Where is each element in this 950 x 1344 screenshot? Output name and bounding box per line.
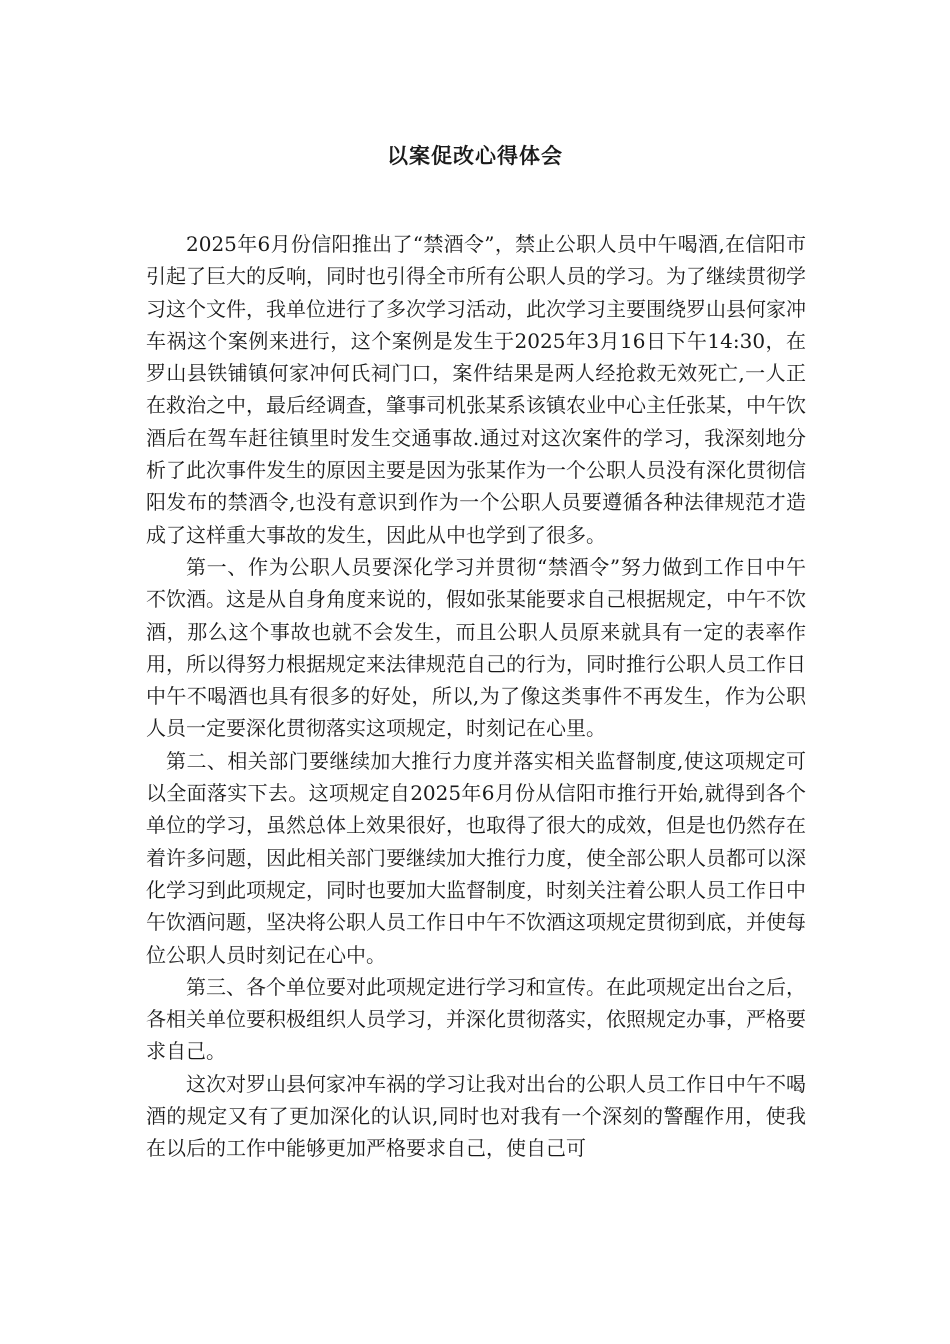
document-title: 以案促改心得体会 <box>387 143 563 168</box>
document-body <box>146 228 806 1165</box>
paragraph-second-point: 第二、相关部门要继续加大推行力度并落实相关监督制度,使这项规定可以全面落实下去。这项规定自2025年6月份从信阳市推行开始,就得到各个单位的学习，虽然总体上效果很好，也取得了很大的成效，但是也仍然存在着许多问题，因此相关部门要继续加大推行力度，使全部公职人员都可以深化学习到此项规定，同时也要加大监督制度，时刻关注着公职人员工作日中午饮酒问题，坚决将公职人员工作日中午不饮酒这项规定贯彻到底，并使每位公职人员时刻记在心中。 <box>146 748 806 967</box>
paragraph-third-point: 第三、各个单位要对此项规定进行学习和宣传。在此项规定出台之后，各相关单位要积极组织人员学习，并深化贯彻落实，依照规定办事，严格要求自己。 <box>146 974 806 1064</box>
paragraph-intro: 2025年6月份信阳推出了“禁酒令”，禁止公职人员中午喝酒,在信阳市引起了巨大的反响，同时也引得全市所有公职人员的学习。为了继续贯彻学习这个文件，我单位进行了多次学习活动，此次学习主要围绕罗山县何家冲车祸这个案例来进行，这个案例是发生于2025年3月16日下午14:30，在罗山县铁铺镇何家冲何氏祠门口，案件结果是两人经抢救无效死亡,一人正在救治之中，最后经调查，肇事司机张某系该镇农业中心主任张某，中午饮酒后在驾车赶往镇里时发生交通事故.通过对这次案件的学习，我深刻地分析了此次事件发生的原因主要是因为张某作为一个公职人员没有深化贯彻信阳发布的禁酒令,也没有意识到作为一个公职人员要遵循各种法律规范才造成了这样重大事故的发生，因此从中也学到了很多。 <box>146 232 806 547</box>
paragraph-conclusion: 这次对罗山县何家冲车祸的学习让我对出台的公职人员工作日中午不喝酒的规定又有了更加深化的认识,同时也对我有一个深刻的警醒作用，使我在以后的工作中能够更加严格要求自己，使自己可 <box>146 1071 806 1161</box>
paragraph-first-point: 第一、作为公职人员要深化学习并贯彻“禁酒令”努力做到工作日中午不饮酒。这是从自身角度来说的，假如张某能要求自己根据规定，中午不饮酒，那么这个事故也就不会发生，而且公职人员原来就具有一定的表率作用，所以得努力根据规定来法律规范自己的行为，同时推行公职人员工作日中午不喝酒也具有很多的好处，所以,为了像这类事件不再发生，作为公职人员一定要深化贯彻落实这项规定，时刻记在心里。 <box>146 554 806 741</box>
